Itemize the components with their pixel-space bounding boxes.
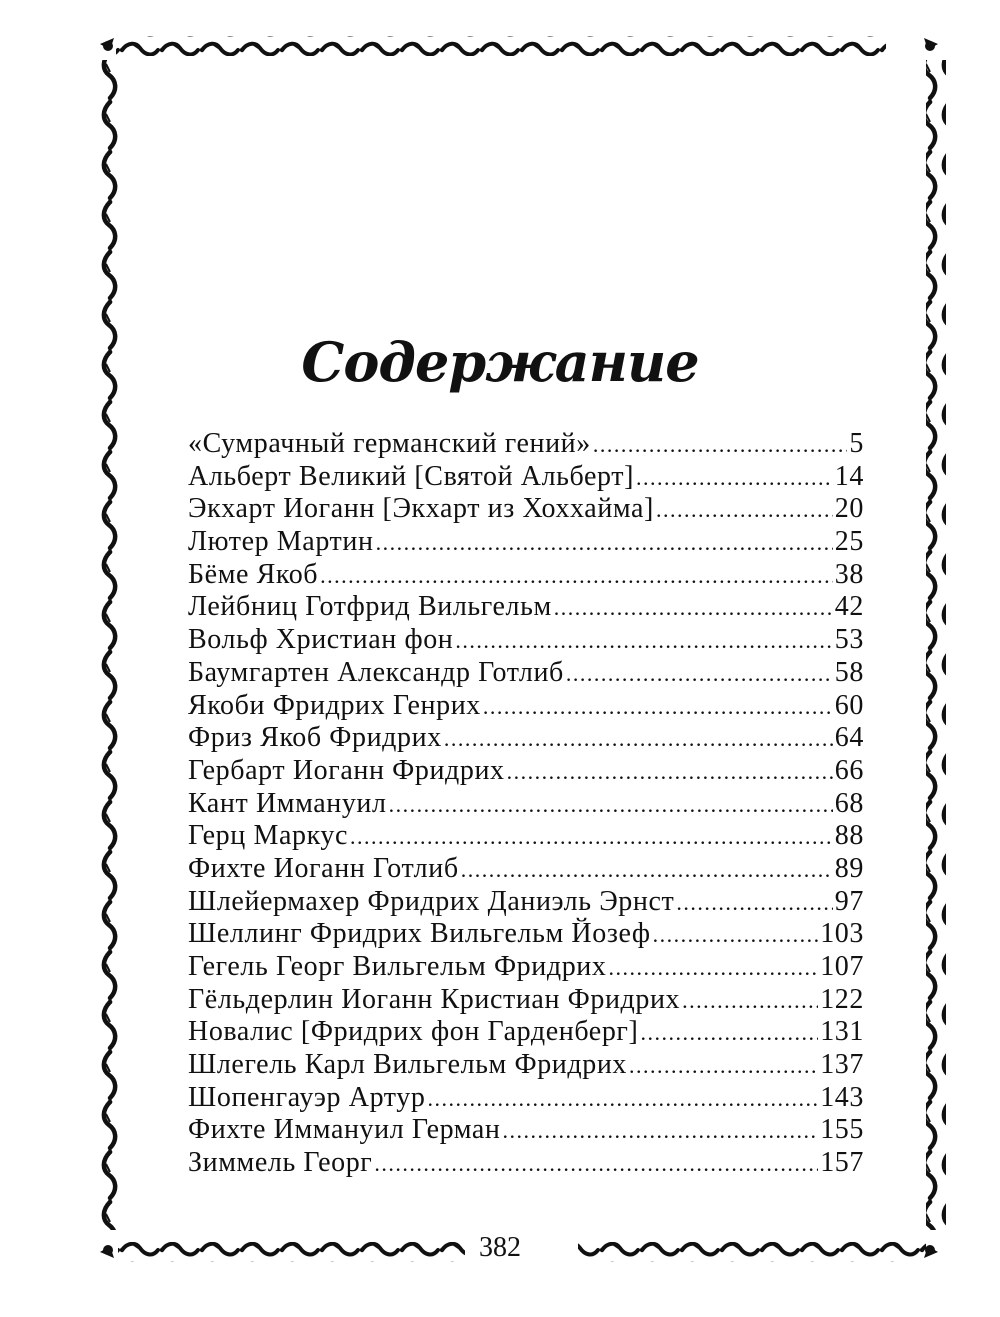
border-left [100,60,120,1230]
toc-entry-title: Шопенгауэр Артур [188,1081,426,1113]
toc-entry [188,591,864,624]
toc-entry [188,1114,864,1147]
page-number-label: 382 [465,1232,535,1263]
toc-entry-title: Бёме Якоб [188,558,319,590]
toc-leader-dots [554,592,833,625]
toc-entry-page: 131 [820,1016,864,1048]
toc-leader-dots [593,429,848,462]
toc-entry-title: Новалис [Фридрих фон Гарденберг] [188,1016,639,1048]
border-bottom-right [578,1242,926,1262]
toc-entry [188,624,864,657]
toc-entry [188,853,864,886]
toc-entry [188,951,864,984]
toc-entry [188,788,864,821]
toc-entry-page: 38 [834,558,864,590]
toc-entry [188,755,864,788]
toc-entry [188,1016,864,1049]
toc-entry [188,690,864,723]
toc-leader-dots [374,1148,818,1181]
toc-entry-title: Альберт Великий [Святой Альберт] [188,460,635,492]
toc-entry [188,428,864,461]
toc-leader-dots [507,756,833,789]
page-title: Содержание [301,330,699,394]
toc-entry-page: 5 [849,428,864,459]
toc-entry-page: 88 [834,820,864,852]
toc-leader-dots [427,1083,818,1116]
toc-entry-title: Вольф Христиан фон [188,624,454,656]
toc-entry-title: Лютер Мартин [188,526,374,558]
toc-leader-dots [653,919,819,952]
toc-entry [188,1147,864,1180]
toc-entry-page: 20 [834,493,864,525]
toc-entry-page: 155 [820,1114,864,1146]
border-bottom-left [118,1242,494,1262]
toc-entry-title: Фихте Иоганн Готлиб [188,852,459,884]
toc-entry-title: Баумгартен Александр Готлиб [188,656,564,688]
toc-leader-dots [444,723,833,756]
corner-bottom-right [924,1245,938,1258]
toc-entry [188,1049,864,1082]
toc-leader-dots [350,821,833,854]
toc-entry-page: 58 [834,656,864,688]
toc-entry-page: 157 [820,1147,864,1179]
toc-entry [188,722,864,755]
toc-entry-page: 107 [820,951,864,982]
toc-entry-title: Экхарт Иоганн [Экхарт из Хоххайма] [188,493,654,525]
toc-leader-dots [320,560,833,593]
toc-leader-dots [676,887,832,920]
toc-entry [188,526,864,559]
toc-entry [188,1082,864,1115]
toc-entry-page: 64 [834,722,864,754]
toc-entry-title: «Сумрачный германский гений» [188,428,591,459]
toc-entry-title: Шеллинг Фридрих Вильгельм Йозеф [188,918,651,950]
toc-leader-dots [461,854,833,887]
toc-entry [188,559,864,592]
toc-entry-title: Зиммель Георг [188,1147,373,1179]
toc-entry-page: 122 [820,983,864,1015]
toc-entry [188,461,864,494]
toc-entry-title: Якоби Фридрих Генрих [188,689,481,721]
toc-leader-dots [656,494,833,527]
toc-entry-page: 60 [834,689,864,721]
toc-entry [188,493,864,526]
toc-leader-dots [483,691,833,724]
toc-entry-title: Гегель Георг Вильгельм Фридрих [188,951,607,982]
toc-leader-dots [682,985,818,1018]
border-top [116,36,886,56]
toc-entry-title: Фихте Иммануил Герман [188,1114,501,1146]
border-right [926,60,946,1230]
toc-leader-dots [455,625,832,658]
toc-leader-dots [566,658,833,691]
toc-entry-page: 25 [834,526,864,558]
toc-entry-page: 137 [820,1049,864,1081]
toc-entry-title: Лейбниц Готфрид Вильгельм [188,591,552,623]
toc-entry-title: Гербарт Иоганн Фридрих [188,754,505,786]
toc-entry [188,984,864,1017]
toc-entry-title: Фриз Якоб Фридрих [188,722,442,754]
toc-entry-page: 66 [834,754,864,786]
table-of-contents [188,428,864,1180]
toc-leader-dots [640,1017,818,1050]
corner-top-left [100,38,114,51]
toc-entry-page: 14 [834,460,864,492]
toc-entry-title: Герц Маркус [188,820,349,852]
toc-leader-dots [608,952,818,985]
toc-entry [188,657,864,690]
toc-entry [188,820,864,853]
toc-entry-title: Шлейермахер Фридрих Даниэль Эрнст [188,885,675,917]
toc-entry-page: 42 [834,591,864,623]
toc-entry [188,918,864,951]
toc-leader-dots [376,527,833,560]
corner-top-right [924,38,938,51]
toc-leader-dots [503,1115,819,1148]
toc-entry-page: 143 [820,1081,864,1113]
toc-leader-dots [636,462,833,495]
corner-bottom-left [100,1245,114,1258]
toc-entry-page: 89 [834,852,864,884]
toc-entry-page: 68 [834,787,864,819]
toc-entry-title: Гёльдерлин Иоганн Кристиан Фридрих [188,983,681,1015]
toc-entry-page: 53 [834,624,864,656]
toc-leader-dots [629,1050,818,1083]
toc-leader-dots [389,789,833,822]
toc-entry-page: 103 [820,918,864,950]
toc-entry [188,886,864,919]
toc-entry-title: Кант Иммануил [188,787,387,819]
toc-entry-title: Шлегель Карл Вильгельм Фридрих [188,1049,628,1081]
toc-entry-page: 97 [834,885,864,917]
